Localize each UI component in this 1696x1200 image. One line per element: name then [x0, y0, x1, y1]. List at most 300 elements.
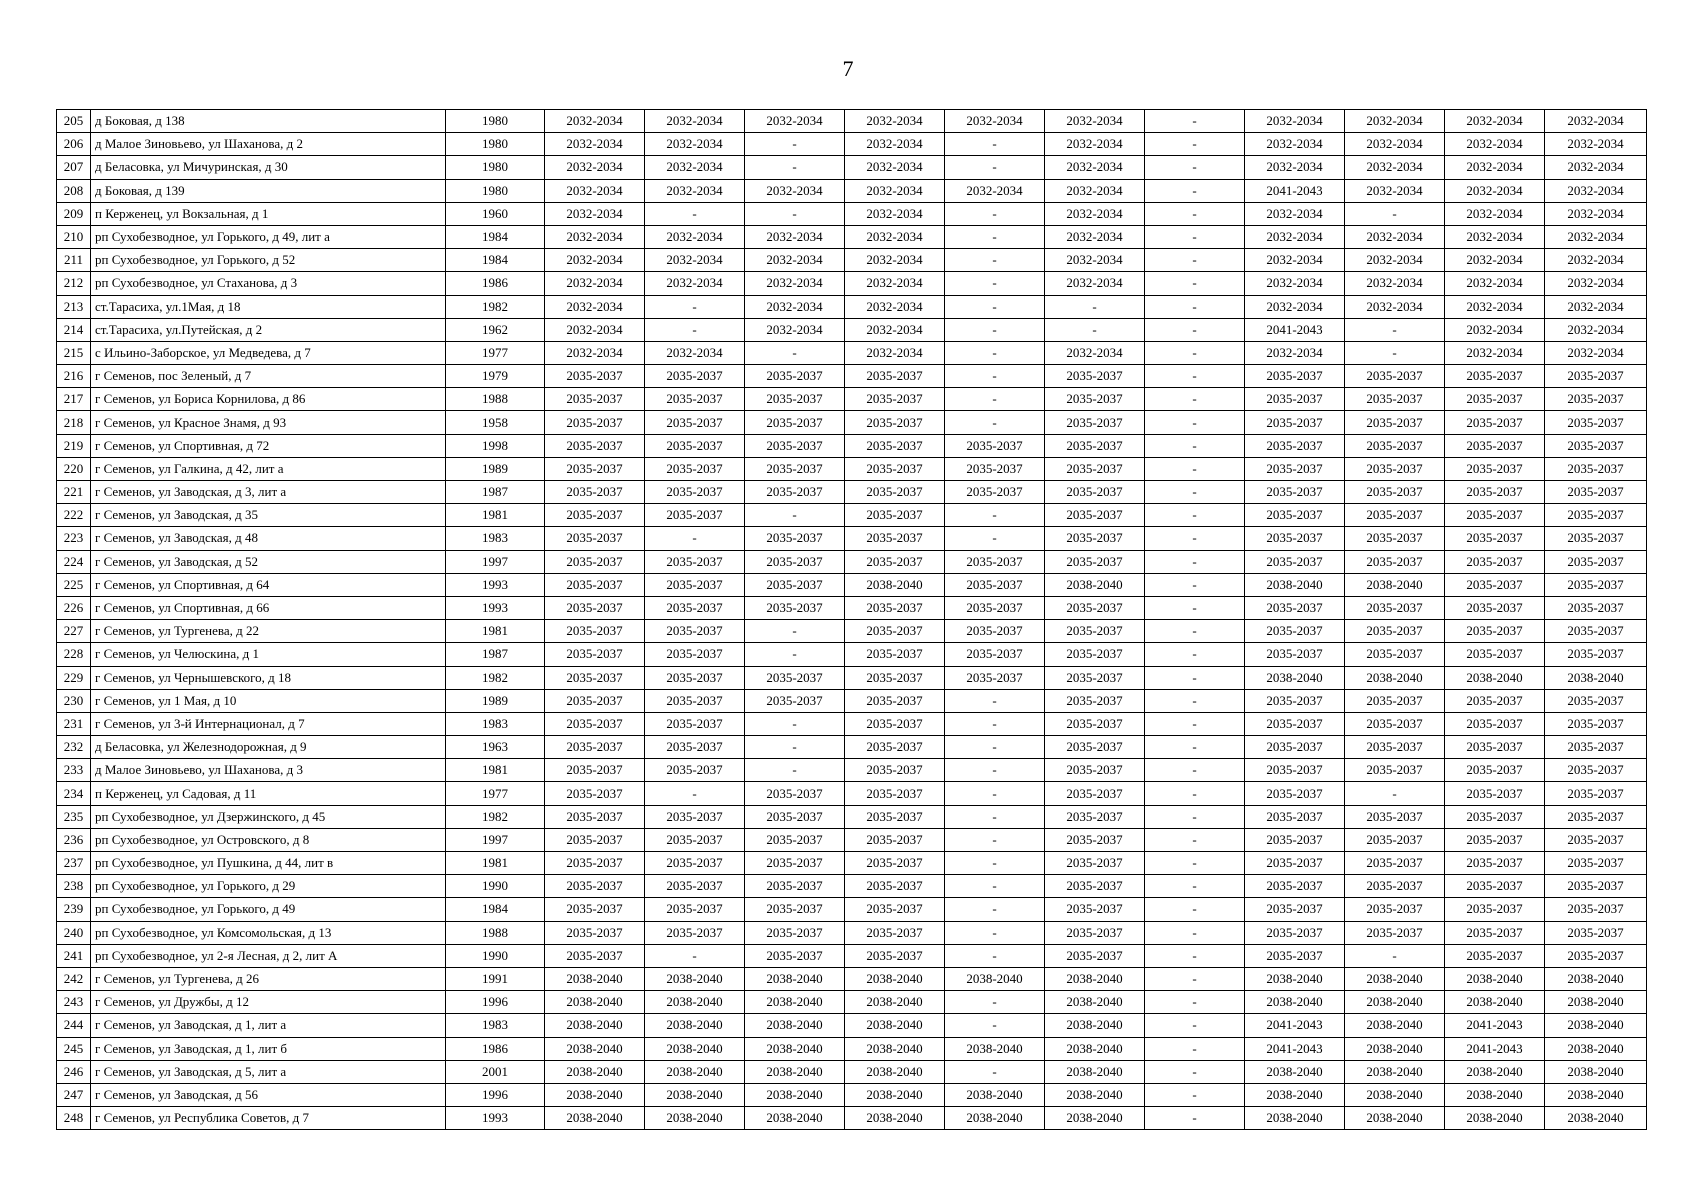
period-cell-11: 2035-2037 — [1545, 411, 1647, 434]
address-cell: г Семенов, ул Заводская, д 3, лит а — [91, 481, 446, 504]
period-cell-11: 2035-2037 — [1545, 828, 1647, 851]
period-cell-4: 2032-2034 — [845, 202, 945, 225]
period-cell-5: 2035-2037 — [945, 596, 1045, 619]
address-cell: рп Сухобезводное, ул Островского, д 8 — [91, 828, 446, 851]
period-cell-4: 2032-2034 — [845, 272, 945, 295]
address-cell: г Семенов, ул Заводская, д 56 — [91, 1083, 446, 1106]
period-cell-2: 2035-2037 — [645, 434, 745, 457]
period-cell-4: 2035-2037 — [845, 596, 945, 619]
period-cell-6: 2035-2037 — [1045, 643, 1145, 666]
period-cell-11: 2035-2037 — [1545, 852, 1647, 875]
period-cell-11: 2038-2040 — [1545, 666, 1647, 689]
period-cell-2: 2038-2040 — [645, 967, 745, 990]
period-cell-5: - — [945, 225, 1045, 248]
table-row — [57, 434, 1647, 457]
period-cell-8: 2041-2043 — [1245, 318, 1345, 341]
period-cell-8: 2035-2037 — [1245, 852, 1345, 875]
period-cell-7: - — [1145, 852, 1245, 875]
year-built-cell: 1982 — [446, 666, 545, 689]
address-cell: д Беласовка, ул Мичуринская, д 30 — [91, 156, 446, 179]
period-cell-3: 2038-2040 — [745, 991, 845, 1014]
period-cell-1: 2035-2037 — [545, 875, 645, 898]
period-cell-1: 2038-2040 — [545, 1014, 645, 1037]
period-cell-3: 2035-2037 — [745, 782, 845, 805]
period-cell-2: 2035-2037 — [645, 689, 745, 712]
period-cell-7: - — [1145, 202, 1245, 225]
period-cell-1: 2035-2037 — [545, 457, 645, 480]
period-cell-9: 2035-2037 — [1345, 921, 1445, 944]
period-cell-6: 2035-2037 — [1045, 434, 1145, 457]
period-cell-1: 2032-2034 — [545, 110, 645, 133]
period-cell-5: 2035-2037 — [945, 481, 1045, 504]
table-row — [57, 272, 1647, 295]
period-cell-6: 2032-2034 — [1045, 133, 1145, 156]
address-cell: г Семенов, ул Дружбы, д 12 — [91, 991, 446, 1014]
period-cell-2: 2035-2037 — [645, 457, 745, 480]
year-built-cell: 1986 — [446, 272, 545, 295]
table-row — [57, 805, 1647, 828]
period-cell-8: 2032-2034 — [1245, 295, 1345, 318]
row-number-cell: 215 — [57, 341, 91, 364]
period-cell-5: 2035-2037 — [945, 550, 1045, 573]
period-cell-9: 2035-2037 — [1345, 411, 1445, 434]
year-built-cell: 1981 — [446, 504, 545, 527]
table-row — [57, 573, 1647, 596]
housing-repair-schedule-table — [56, 109, 1647, 1130]
period-cell-2: - — [645, 318, 745, 341]
period-cell-9: 2035-2037 — [1345, 759, 1445, 782]
period-cell-5: - — [945, 1060, 1045, 1083]
table-row — [57, 666, 1647, 689]
address-cell: д Беласовка, ул Железнодорожная, д 9 — [91, 736, 446, 759]
period-cell-1: 2035-2037 — [545, 643, 645, 666]
period-cell-5: 2038-2040 — [945, 967, 1045, 990]
period-cell-5: - — [945, 898, 1045, 921]
address-cell: рп Сухобезводное, ул Горького, д 49, лит а — [91, 225, 446, 248]
address-cell: д Малое Зиновьево, ул Шаханова, д 2 — [91, 133, 446, 156]
address-cell: г Семенов, ул Тургенева, д 26 — [91, 967, 446, 990]
period-cell-5: - — [945, 782, 1045, 805]
table-row — [57, 225, 1647, 248]
period-cell-6: 2032-2034 — [1045, 225, 1145, 248]
period-cell-9: 2038-2040 — [1345, 1083, 1445, 1106]
period-cell-10: 2035-2037 — [1445, 573, 1545, 596]
period-cell-11: 2032-2034 — [1545, 225, 1647, 248]
period-cell-11: 2035-2037 — [1545, 736, 1647, 759]
address-cell: г Семенов, ул Галкина, д 42, лит а — [91, 457, 446, 480]
address-cell: г Семенов, ул 1 Мая, д 10 — [91, 689, 446, 712]
address-cell: рп Сухобезводное, ул Горького, д 29 — [91, 875, 446, 898]
year-built-cell: 1960 — [446, 202, 545, 225]
period-cell-5: 2038-2040 — [945, 1107, 1045, 1130]
period-cell-6: 2032-2034 — [1045, 202, 1145, 225]
table-row — [57, 712, 1647, 735]
period-cell-2: 2032-2034 — [645, 272, 745, 295]
period-cell-10: 2035-2037 — [1445, 689, 1545, 712]
period-cell-9: 2032-2034 — [1345, 110, 1445, 133]
period-cell-7: - — [1145, 1083, 1245, 1106]
period-cell-3: 2035-2037 — [745, 596, 845, 619]
period-cell-9: 2035-2037 — [1345, 898, 1445, 921]
period-cell-10: 2038-2040 — [1445, 1083, 1545, 1106]
address-cell: г Семенов, ул Заводская, д 52 — [91, 550, 446, 573]
period-cell-7: - — [1145, 179, 1245, 202]
period-cell-3: - — [745, 202, 845, 225]
period-cell-3: - — [745, 712, 845, 735]
period-cell-10: 2035-2037 — [1445, 457, 1545, 480]
period-cell-8: 2032-2034 — [1245, 202, 1345, 225]
period-cell-5: 2035-2037 — [945, 457, 1045, 480]
period-cell-10: 2035-2037 — [1445, 481, 1545, 504]
period-cell-11: 2035-2037 — [1545, 481, 1647, 504]
period-cell-9: 2035-2037 — [1345, 596, 1445, 619]
period-cell-10: 2035-2037 — [1445, 434, 1545, 457]
period-cell-6: 2032-2034 — [1045, 179, 1145, 202]
period-cell-2: 2035-2037 — [645, 852, 745, 875]
period-cell-8: 2035-2037 — [1245, 596, 1345, 619]
period-cell-6: 2035-2037 — [1045, 550, 1145, 573]
period-cell-8: 2035-2037 — [1245, 782, 1345, 805]
period-cell-1: 2032-2034 — [545, 318, 645, 341]
period-cell-4: 2038-2040 — [845, 573, 945, 596]
year-built-cell: 1989 — [446, 457, 545, 480]
period-cell-5: - — [945, 527, 1045, 550]
year-built-cell: 1958 — [446, 411, 545, 434]
table-row — [57, 457, 1647, 480]
period-cell-3: 2035-2037 — [745, 388, 845, 411]
period-cell-8: 2035-2037 — [1245, 875, 1345, 898]
period-cell-10: 2035-2037 — [1445, 852, 1545, 875]
period-cell-5: - — [945, 411, 1045, 434]
period-cell-8: 2035-2037 — [1245, 365, 1345, 388]
period-cell-10: 2032-2034 — [1445, 133, 1545, 156]
period-cell-3: 2035-2037 — [745, 550, 845, 573]
row-number-cell: 246 — [57, 1060, 91, 1083]
row-number-cell: 208 — [57, 179, 91, 202]
year-built-cell: 1962 — [446, 318, 545, 341]
year-built-cell: 1991 — [446, 967, 545, 990]
period-cell-1: 2038-2040 — [545, 1037, 645, 1060]
period-cell-11: 2035-2037 — [1545, 365, 1647, 388]
address-cell: г Семенов, ул Заводская, д 5, лит а — [91, 1060, 446, 1083]
period-cell-11: 2035-2037 — [1545, 527, 1647, 550]
period-cell-4: 2035-2037 — [845, 620, 945, 643]
table-row — [57, 179, 1647, 202]
row-number-cell: 217 — [57, 388, 91, 411]
period-cell-10: 2035-2037 — [1445, 596, 1545, 619]
period-cell-8: 2032-2034 — [1245, 249, 1345, 272]
row-number-cell: 219 — [57, 434, 91, 457]
period-cell-9: 2038-2040 — [1345, 967, 1445, 990]
period-cell-7: - — [1145, 1107, 1245, 1130]
table-row — [57, 898, 1647, 921]
period-cell-2: 2035-2037 — [645, 643, 745, 666]
period-cell-9: 2032-2034 — [1345, 272, 1445, 295]
row-number-cell: 213 — [57, 295, 91, 318]
period-cell-7: - — [1145, 991, 1245, 1014]
row-number-cell: 230 — [57, 689, 91, 712]
period-cell-1: 2035-2037 — [545, 596, 645, 619]
period-cell-5: - — [945, 736, 1045, 759]
period-cell-4: 2035-2037 — [845, 411, 945, 434]
address-cell: рп Сухобезводное, ул Пушкина, д 44, лит в — [91, 852, 446, 875]
address-cell: д Малое Зиновьево, ул Шаханова, д 3 — [91, 759, 446, 782]
period-cell-1: 2038-2040 — [545, 967, 645, 990]
period-cell-3: 2032-2034 — [745, 249, 845, 272]
year-built-cell: 1977 — [446, 782, 545, 805]
period-cell-1: 2035-2037 — [545, 782, 645, 805]
period-cell-4: 2038-2040 — [845, 991, 945, 1014]
period-cell-6: 2035-2037 — [1045, 782, 1145, 805]
row-number-cell: 216 — [57, 365, 91, 388]
row-number-cell: 229 — [57, 666, 91, 689]
period-cell-1: 2035-2037 — [545, 434, 645, 457]
year-built-cell: 1993 — [446, 573, 545, 596]
period-cell-4: 2035-2037 — [845, 944, 945, 967]
period-cell-5: 2032-2034 — [945, 179, 1045, 202]
period-cell-8: 2035-2037 — [1245, 481, 1345, 504]
period-cell-7: - — [1145, 110, 1245, 133]
period-cell-6: 2035-2037 — [1045, 596, 1145, 619]
period-cell-10: 2035-2037 — [1445, 736, 1545, 759]
period-cell-4: 2035-2037 — [845, 457, 945, 480]
period-cell-3: 2038-2040 — [745, 1014, 845, 1037]
period-cell-11: 2035-2037 — [1545, 782, 1647, 805]
table-row — [57, 318, 1647, 341]
period-cell-7: - — [1145, 736, 1245, 759]
row-number-cell: 212 — [57, 272, 91, 295]
period-cell-5: - — [945, 828, 1045, 851]
period-cell-9: - — [1345, 782, 1445, 805]
period-cell-6: 2038-2040 — [1045, 1060, 1145, 1083]
period-cell-6: 2035-2037 — [1045, 527, 1145, 550]
period-cell-8: 2032-2034 — [1245, 341, 1345, 364]
address-cell: г Семенов, ул Бориса Корнилова, д 86 — [91, 388, 446, 411]
year-built-cell: 1977 — [446, 341, 545, 364]
period-cell-2: 2038-2040 — [645, 1014, 745, 1037]
row-number-cell: 237 — [57, 852, 91, 875]
period-cell-1: 2038-2040 — [545, 1060, 645, 1083]
period-cell-1: 2038-2040 — [545, 1083, 645, 1106]
row-number-cell: 239 — [57, 898, 91, 921]
period-cell-11: 2035-2037 — [1545, 596, 1647, 619]
period-cell-4: 2035-2037 — [845, 550, 945, 573]
period-cell-9: 2035-2037 — [1345, 689, 1445, 712]
address-cell: ст.Тарасиха, ул.1Мая, д 18 — [91, 295, 446, 318]
period-cell-2: - — [645, 782, 745, 805]
period-cell-3: 2035-2037 — [745, 898, 845, 921]
period-cell-11: 2035-2037 — [1545, 898, 1647, 921]
period-cell-10: 2035-2037 — [1445, 643, 1545, 666]
period-cell-10: 2038-2040 — [1445, 666, 1545, 689]
period-cell-8: 2038-2040 — [1245, 666, 1345, 689]
period-cell-3: - — [745, 620, 845, 643]
period-cell-4: 2038-2040 — [845, 1014, 945, 1037]
period-cell-4: 2038-2040 — [845, 1060, 945, 1083]
period-cell-7: - — [1145, 318, 1245, 341]
period-cell-11: 2038-2040 — [1545, 1037, 1647, 1060]
period-cell-1: 2032-2034 — [545, 341, 645, 364]
period-cell-4: 2038-2040 — [845, 1037, 945, 1060]
period-cell-2: 2038-2040 — [645, 1060, 745, 1083]
period-cell-11: 2035-2037 — [1545, 434, 1647, 457]
address-cell: рп Сухобезводное, ул Стаханова, д 3 — [91, 272, 446, 295]
period-cell-9: 2035-2037 — [1345, 527, 1445, 550]
period-cell-5: 2035-2037 — [945, 620, 1045, 643]
period-cell-1: 2032-2034 — [545, 225, 645, 248]
year-built-cell: 1981 — [446, 852, 545, 875]
row-number-cell: 231 — [57, 712, 91, 735]
period-cell-7: - — [1145, 689, 1245, 712]
period-cell-5: 2035-2037 — [945, 643, 1045, 666]
year-built-cell: 1980 — [446, 179, 545, 202]
address-cell: г Семенов, ул Чернышевского, д 18 — [91, 666, 446, 689]
period-cell-11: 2032-2034 — [1545, 156, 1647, 179]
period-cell-8: 2035-2037 — [1245, 689, 1345, 712]
period-cell-4: 2032-2034 — [845, 156, 945, 179]
period-cell-5: - — [945, 504, 1045, 527]
period-cell-9: 2035-2037 — [1345, 875, 1445, 898]
period-cell-11: 2035-2037 — [1545, 875, 1647, 898]
period-cell-4: 2035-2037 — [845, 643, 945, 666]
period-cell-3: 2035-2037 — [745, 921, 845, 944]
row-number-cell: 227 — [57, 620, 91, 643]
period-cell-3: - — [745, 156, 845, 179]
period-cell-1: 2035-2037 — [545, 481, 645, 504]
period-cell-9: - — [1345, 944, 1445, 967]
period-cell-9: 2035-2037 — [1345, 457, 1445, 480]
period-cell-11: 2038-2040 — [1545, 1083, 1647, 1106]
period-cell-6: 2038-2040 — [1045, 1107, 1145, 1130]
period-cell-11: 2035-2037 — [1545, 759, 1647, 782]
period-cell-4: 2035-2037 — [845, 875, 945, 898]
year-built-cell: 1981 — [446, 620, 545, 643]
year-built-cell: 1993 — [446, 1107, 545, 1130]
period-cell-8: 2032-2034 — [1245, 156, 1345, 179]
period-cell-10: 2032-2034 — [1445, 295, 1545, 318]
period-cell-3: 2035-2037 — [745, 457, 845, 480]
period-cell-6: 2035-2037 — [1045, 365, 1145, 388]
period-cell-2: 2035-2037 — [645, 388, 745, 411]
year-built-cell: 1990 — [446, 875, 545, 898]
period-cell-8: 2035-2037 — [1245, 828, 1345, 851]
period-cell-6: 2038-2040 — [1045, 1037, 1145, 1060]
table-row — [57, 527, 1647, 550]
period-cell-9: 2038-2040 — [1345, 991, 1445, 1014]
period-cell-4: 2035-2037 — [845, 852, 945, 875]
period-cell-3: - — [745, 341, 845, 364]
period-cell-3: 2032-2034 — [745, 272, 845, 295]
period-cell-5: - — [945, 388, 1045, 411]
period-cell-1: 2032-2034 — [545, 249, 645, 272]
row-number-cell: 233 — [57, 759, 91, 782]
period-cell-2: 2035-2037 — [645, 481, 745, 504]
period-cell-5: - — [945, 712, 1045, 735]
period-cell-7: - — [1145, 457, 1245, 480]
period-cell-4: 2035-2037 — [845, 782, 945, 805]
period-cell-3: 2035-2037 — [745, 689, 845, 712]
address-cell: п Керженец, ул Садовая, д 11 — [91, 782, 446, 805]
address-cell: рп Сухобезводное, ул Дзержинского, д 45 — [91, 805, 446, 828]
period-cell-2: 2038-2040 — [645, 1107, 745, 1130]
period-cell-6: 2035-2037 — [1045, 736, 1145, 759]
row-number-cell: 232 — [57, 736, 91, 759]
period-cell-5: - — [945, 365, 1045, 388]
period-cell-7: - — [1145, 481, 1245, 504]
year-built-cell: 1987 — [446, 643, 545, 666]
period-cell-7: - — [1145, 1014, 1245, 1037]
period-cell-3: 2035-2037 — [745, 828, 845, 851]
period-cell-1: 2035-2037 — [545, 712, 645, 735]
period-cell-4: 2035-2037 — [845, 828, 945, 851]
year-built-cell: 1997 — [446, 828, 545, 851]
period-cell-6: 2035-2037 — [1045, 689, 1145, 712]
year-built-cell: 1981 — [446, 759, 545, 782]
period-cell-2: 2035-2037 — [645, 620, 745, 643]
period-cell-8: 2038-2040 — [1245, 967, 1345, 990]
table-row — [57, 689, 1647, 712]
year-built-cell: 1980 — [446, 110, 545, 133]
period-cell-2: - — [645, 295, 745, 318]
period-cell-5: - — [945, 295, 1045, 318]
table-row — [57, 1083, 1647, 1106]
period-cell-10: 2035-2037 — [1445, 898, 1545, 921]
period-cell-10: 2035-2037 — [1445, 828, 1545, 851]
period-cell-5: - — [945, 341, 1045, 364]
year-built-cell: 1980 — [446, 133, 545, 156]
period-cell-5: - — [945, 875, 1045, 898]
year-built-cell: 1963 — [446, 736, 545, 759]
period-cell-9: 2035-2037 — [1345, 620, 1445, 643]
period-cell-6: 2035-2037 — [1045, 875, 1145, 898]
period-cell-8: 2038-2040 — [1245, 1083, 1345, 1106]
period-cell-7: - — [1145, 620, 1245, 643]
period-cell-9: 2038-2040 — [1345, 1060, 1445, 1083]
period-cell-3: 2035-2037 — [745, 573, 845, 596]
row-number-cell: 206 — [57, 133, 91, 156]
period-cell-3: 2038-2040 — [745, 1037, 845, 1060]
period-cell-8: 2035-2037 — [1245, 504, 1345, 527]
period-cell-3: - — [745, 504, 845, 527]
address-cell: рп Сухобезводное, ул 2-я Лесная, д 2, лит А — [91, 944, 446, 967]
period-cell-8: 2035-2037 — [1245, 921, 1345, 944]
period-cell-11: 2032-2034 — [1545, 110, 1647, 133]
table-row — [57, 782, 1647, 805]
period-cell-1: 2035-2037 — [545, 573, 645, 596]
period-cell-3: - — [745, 759, 845, 782]
period-cell-9: 2035-2037 — [1345, 852, 1445, 875]
period-cell-8: 2035-2037 — [1245, 736, 1345, 759]
address-cell: ст.Тарасиха, ул.Путейская, д 2 — [91, 318, 446, 341]
period-cell-1: 2035-2037 — [545, 852, 645, 875]
period-cell-2: 2035-2037 — [645, 736, 745, 759]
table-row — [57, 828, 1647, 851]
period-cell-7: - — [1145, 921, 1245, 944]
period-cell-2: 2035-2037 — [645, 828, 745, 851]
period-cell-7: - — [1145, 944, 1245, 967]
period-cell-2: 2032-2034 — [645, 249, 745, 272]
period-cell-3: 2038-2040 — [745, 1060, 845, 1083]
table-row — [57, 388, 1647, 411]
period-cell-7: - — [1145, 133, 1245, 156]
row-number-cell: 228 — [57, 643, 91, 666]
row-number-cell: 234 — [57, 782, 91, 805]
period-cell-2: - — [645, 527, 745, 550]
period-cell-5: - — [945, 272, 1045, 295]
period-cell-11: 2035-2037 — [1545, 573, 1647, 596]
period-cell-8: 2035-2037 — [1245, 527, 1345, 550]
period-cell-11: 2035-2037 — [1545, 504, 1647, 527]
